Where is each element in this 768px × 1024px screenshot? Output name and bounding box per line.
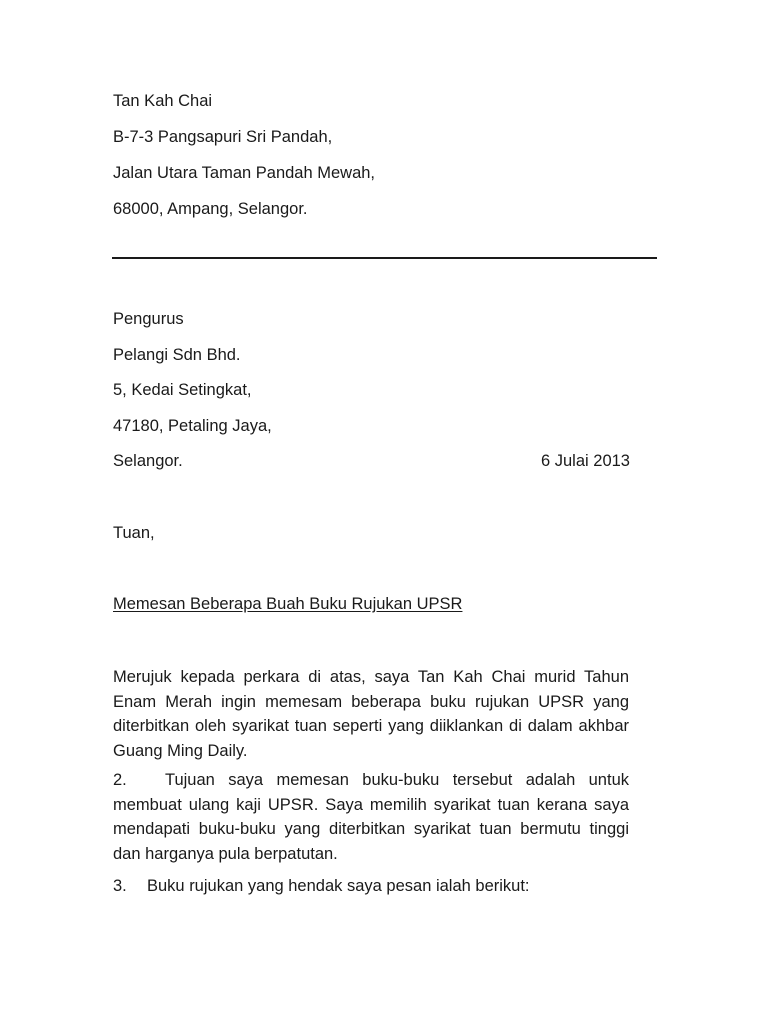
body-paragraph-3 xyxy=(113,874,629,899)
body-paragraph-1: Merujuk kepada perkara di atas, saya Tan Kah Chai murid Tahun Enam Merah ingin memesam beberapa buku rujukan UPSR yang diterbitkan oleh syarikat tuan seperti yang diiklankan di dalam akhbar Guang Ming Daily. xyxy=(113,668,629,760)
paragraph-text: Tujuan saya memesan buku-buku tersebut adalah untuk membuat ulang kaji UPSR. Saya memilih syarikat tuan kerana saya mendapati buku-buku yang diterbitkan syarikat tuan bermutu tinggi dan harganya pula berpatutan. xyxy=(113,771,629,863)
sender-address-line-3: 68000, Ampang, Selangor. xyxy=(113,200,308,218)
sender-address-block xyxy=(113,88,657,232)
sender-name: Tan Kah Chai xyxy=(113,92,213,110)
recipient-title: Pengurus xyxy=(113,310,184,328)
salutation: Tuan, xyxy=(113,524,155,542)
letter-date: 6 Julai 2013 xyxy=(541,452,630,470)
recipient-address-line-3: Selangor. xyxy=(113,452,183,470)
header-divider xyxy=(112,257,657,259)
recipient-address-line-1: 5, Kedai Setingkat, xyxy=(113,381,252,399)
recipient-address-block xyxy=(113,306,657,484)
sender-address-line-1: B-7-3 Pangsapuri Sri Pandah, xyxy=(113,128,333,146)
recipient-address-line-2: 47180, Petaling Jaya, xyxy=(113,416,272,435)
paragraph-text: Buku rujukan yang hendak saya pesan ialah berikut: xyxy=(147,877,530,895)
paragraph-number: 3. xyxy=(113,877,127,895)
paragraph-number: 2. xyxy=(113,771,127,789)
letter-subject: Memesan Beberapa Buah Buku Rujukan UPSR xyxy=(113,595,463,613)
sender-address-line-2: Jalan Utara Taman Pandah Mewah, xyxy=(113,164,376,182)
recipient-last-line-with-date xyxy=(113,448,657,484)
recipient-company: Pelangi Sdn Bhd. xyxy=(113,345,241,364)
body-paragraph-2 xyxy=(113,768,629,866)
